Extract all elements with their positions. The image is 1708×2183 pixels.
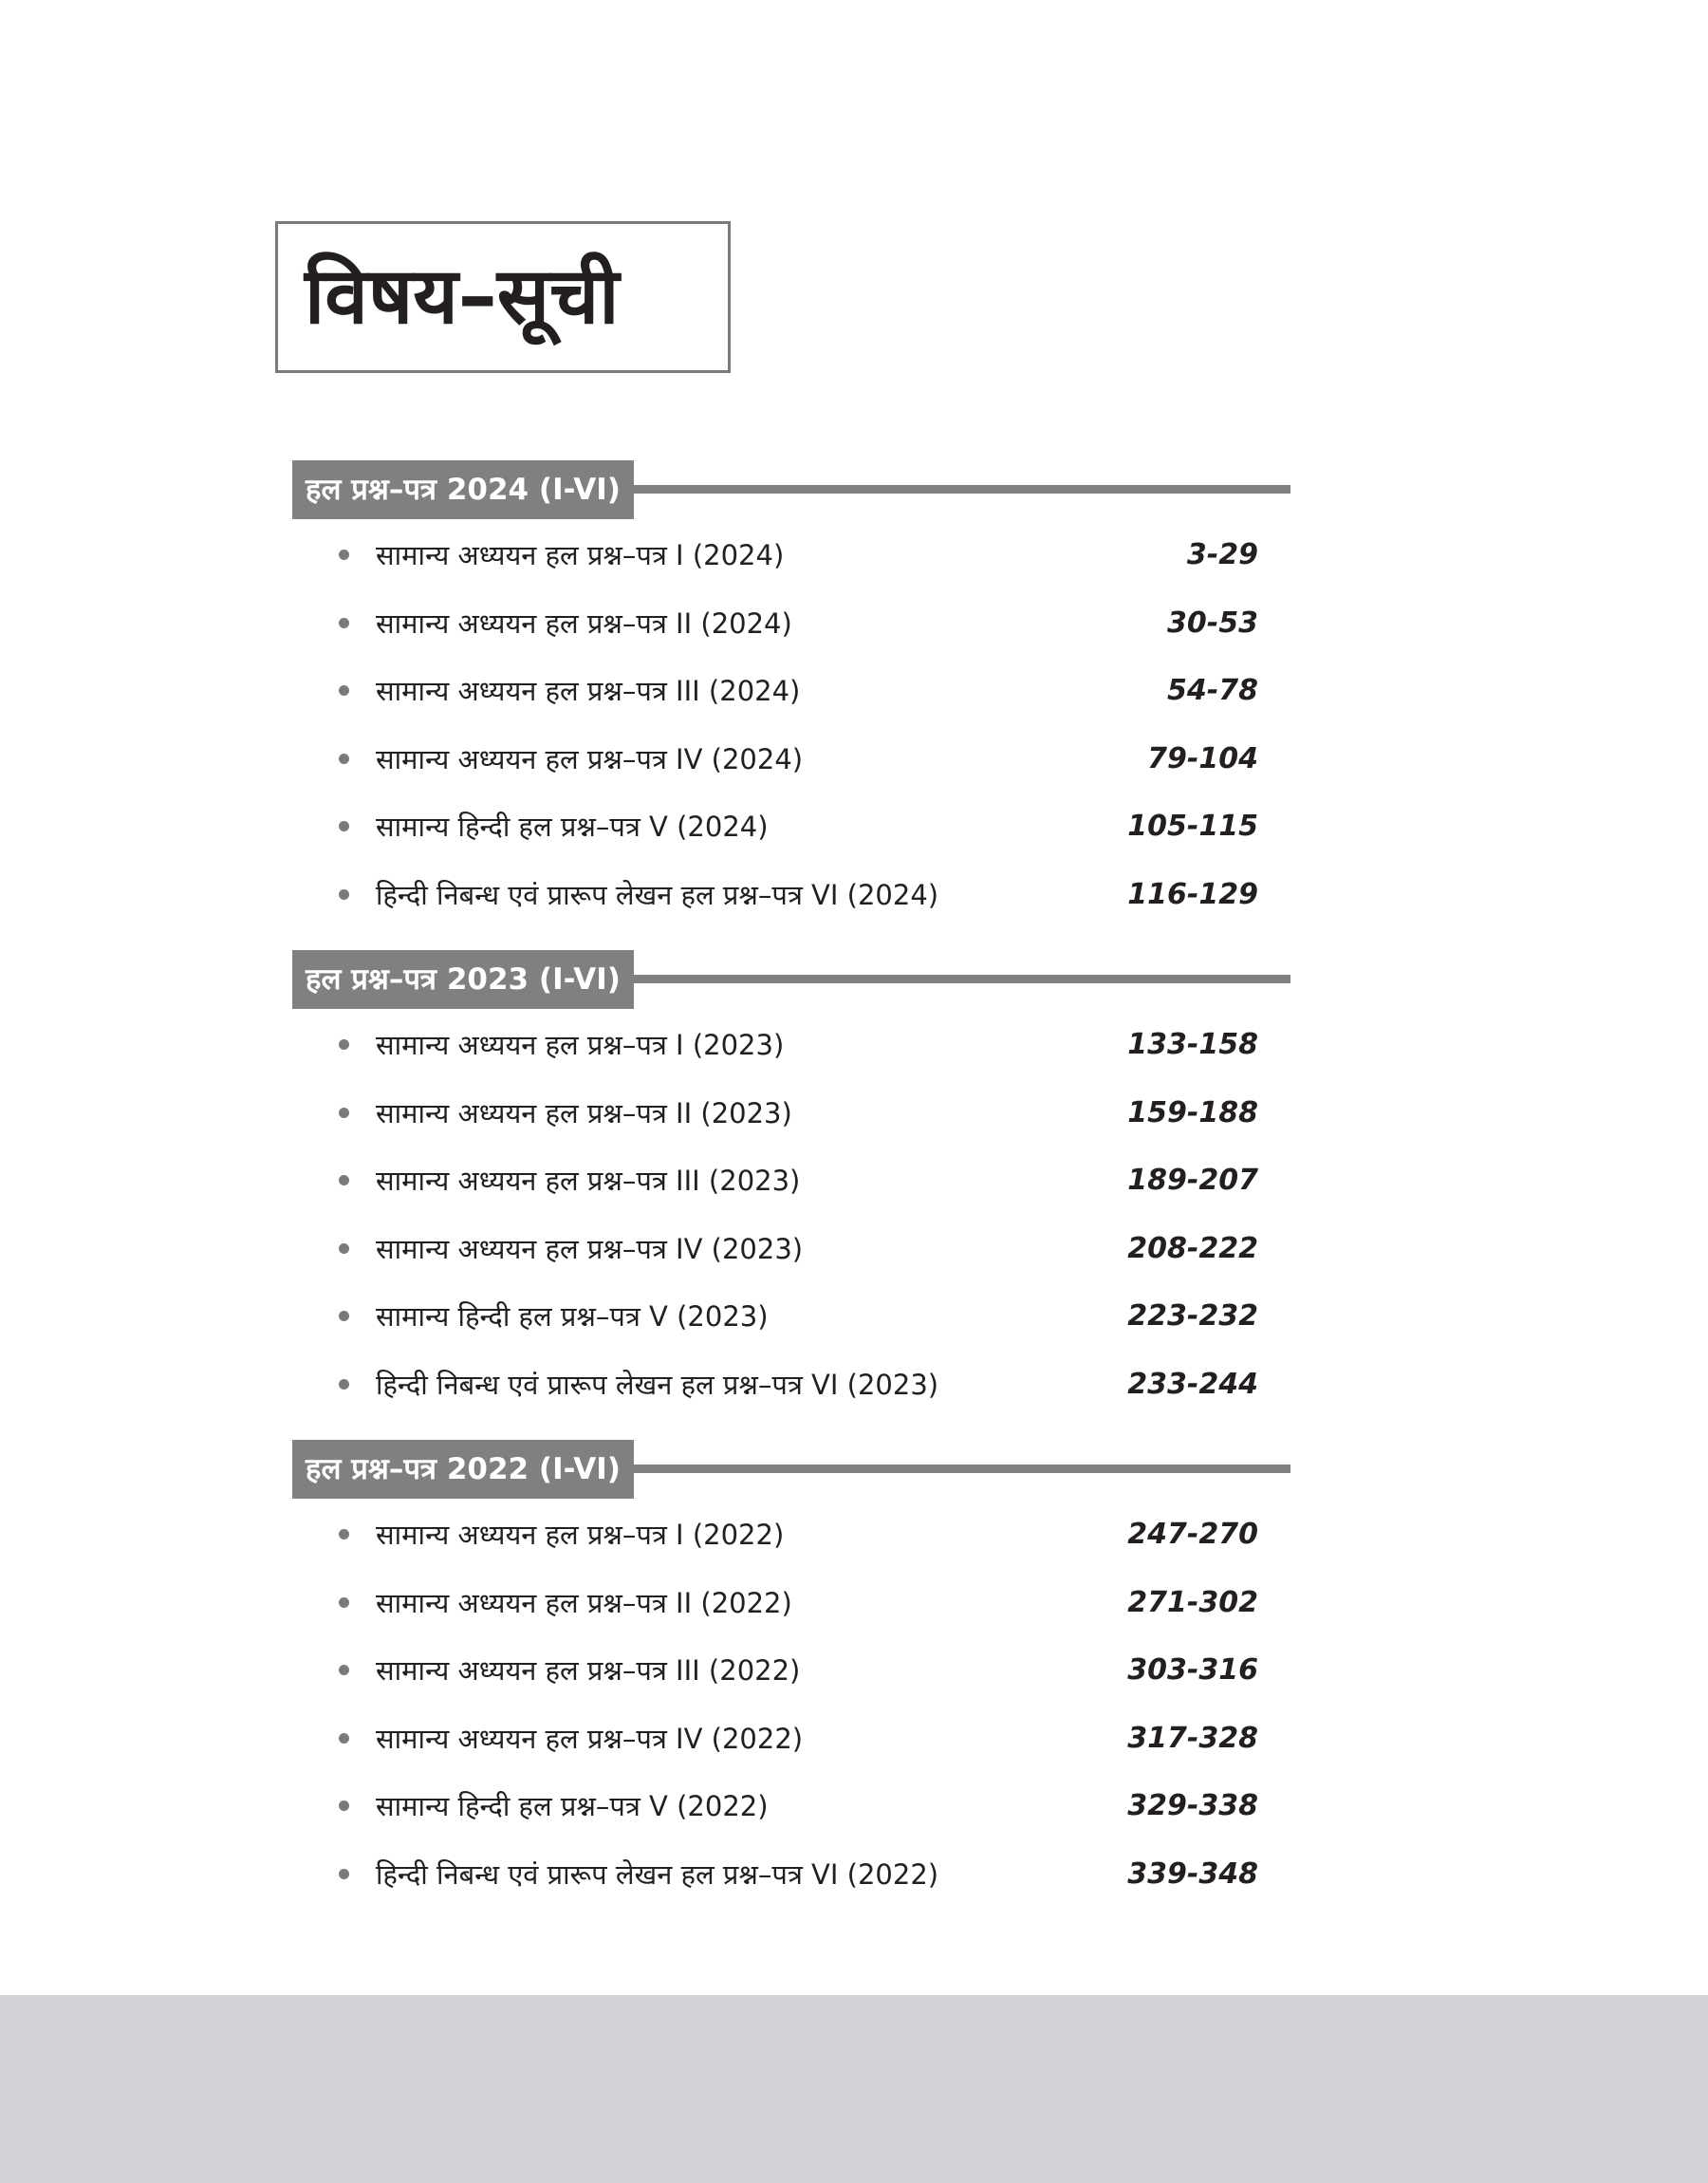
section-heading: हल प्रश्न–पत्र 2024 (I-VI): [292, 460, 634, 519]
toc-entry[interactable]: [292, 793, 1290, 861]
bullet-icon: [339, 1175, 349, 1185]
entry-title: सामान्य अध्ययन हल प्रश्न–पत्र IV (2022): [376, 1722, 804, 1755]
bullet-icon: [339, 1311, 349, 1321]
section-header: [292, 950, 1290, 1011]
entry-pages: 329-338: [1127, 1789, 1258, 1823]
entry-title: सामान्य अध्ययन हल प्रश्न–पत्र II (2022): [376, 1586, 792, 1619]
toc-entry[interactable]: [292, 1705, 1290, 1773]
toc-entry[interactable]: [292, 725, 1290, 793]
toc-entry[interactable]: [292, 1351, 1290, 1419]
bullet-icon: [339, 1733, 349, 1744]
entry-title: सामान्य अध्ययन हल प्रश्न–पत्र II (2024): [376, 606, 792, 640]
entry-title: सामान्य अध्ययन हल प्रश्न–पत्र II (2023): [376, 1096, 792, 1129]
toc-list: [292, 1011, 1290, 1418]
bullet-icon: [339, 1108, 349, 1118]
entry-pages: 159-188: [1127, 1095, 1258, 1129]
toc-entry[interactable]: [292, 1079, 1290, 1147]
entry-pages: 339-348: [1127, 1856, 1258, 1891]
entry-title: सामान्य हिन्दी हल प्रश्न–पत्र V (2024): [376, 811, 769, 844]
entry-title: सामान्य अध्ययन हल प्रश्न–पत्र I (2024): [376, 539, 785, 572]
toc-entry[interactable]: [292, 1282, 1290, 1351]
toc-section-2022: [292, 1440, 1290, 1908]
entry-title: हिन्दी निबन्ध एवं प्रारूप लेखन हल प्रश्न–पत्र VI (2024): [376, 878, 939, 911]
bullet-icon: [339, 889, 349, 900]
entry-title: सामान्य अध्ययन हल प्रश्न–पत्र IV (2023): [376, 1232, 804, 1265]
bullet-icon: [339, 550, 349, 560]
bullet-icon: [339, 1243, 349, 1254]
entry-pages: 54-78: [1167, 674, 1258, 708]
entry-title: सामान्य हिन्दी हल प्रश्न–पत्र V (2022): [376, 1790, 769, 1823]
bullet-icon: [339, 1379, 349, 1390]
entry-pages: 317-328: [1127, 1721, 1258, 1755]
toc-section-2024: [292, 460, 1290, 928]
bullet-icon: [339, 821, 349, 831]
toc-entry[interactable]: [292, 1011, 1290, 1079]
entry-pages: 105-115: [1127, 810, 1258, 844]
bullet-icon: [339, 1801, 349, 1811]
bullet-icon: [339, 685, 349, 696]
bullet-icon: [339, 1597, 349, 1608]
entry-pages: 79-104: [1147, 741, 1258, 775]
toc-entry[interactable]: [292, 521, 1290, 589]
toc-entry[interactable]: [292, 1569, 1290, 1637]
entry-pages: 3-29: [1186, 538, 1258, 572]
toc-entry[interactable]: [292, 1636, 1290, 1705]
entry-pages: 133-158: [1127, 1028, 1258, 1062]
toc-entry[interactable]: [292, 589, 1290, 658]
entry-title: सामान्य अध्ययन हल प्रश्न–पत्र I (2022): [376, 1519, 785, 1552]
toc-entry[interactable]: [292, 861, 1290, 929]
toc-entry[interactable]: [292, 1772, 1290, 1840]
title-box: [275, 221, 731, 373]
toc-entry[interactable]: [292, 1147, 1290, 1215]
bullet-icon: [339, 1869, 349, 1879]
page-title: विषय–सूची: [305, 252, 620, 342]
entry-title: सामान्य अध्ययन हल प्रश्न–पत्र III (2022): [376, 1654, 801, 1688]
section-heading: हल प्रश्न–पत्र 2022 (I-VI): [292, 1440, 634, 1499]
bullet-icon: [339, 1665, 349, 1675]
entry-pages: 223-232: [1127, 1299, 1258, 1334]
entry-title: हिन्दी निबन्ध एवं प्रारूप लेखन हल प्रश्न–पत्र VI (2022): [376, 1857, 939, 1891]
toc-entry[interactable]: [292, 1501, 1290, 1569]
footer-band: [0, 1995, 1708, 2183]
toc-entry[interactable]: [292, 657, 1290, 725]
section-heading: हल प्रश्न–पत्र 2023 (I-VI): [292, 950, 634, 1009]
toc-list: [292, 1501, 1290, 1908]
entry-pages: 247-270: [1127, 1518, 1258, 1552]
entry-title: सामान्य हिन्दी हल प्रश्न–पत्र V (2023): [376, 1300, 769, 1334]
entry-title: सामान्य अध्ययन हल प्रश्न–पत्र III (2024): [376, 675, 801, 708]
entry-title: हिन्दी निबन्ध एवं प्रारूप लेखन हल प्रश्न–पत्र VI (2023): [376, 1368, 939, 1401]
toc-entry[interactable]: [292, 1215, 1290, 1283]
entry-pages: 189-207: [1127, 1164, 1258, 1198]
bullet-icon: [339, 618, 349, 628]
entry-pages: 30-53: [1167, 606, 1258, 640]
entry-pages: 271-302: [1127, 1585, 1258, 1619]
toc-section-2023: [292, 950, 1290, 1418]
entry-pages: 303-316: [1127, 1653, 1258, 1688]
entry-pages: 116-129: [1127, 877, 1258, 911]
toc-entry[interactable]: [292, 1840, 1290, 1909]
toc-list: [292, 521, 1290, 928]
bullet-icon: [339, 754, 349, 764]
bullet-icon: [339, 1039, 349, 1050]
entry-title: सामान्य अध्ययन हल प्रश्न–पत्र I (2023): [376, 1029, 785, 1062]
entry-title: सामान्य अध्ययन हल प्रश्न–पत्र IV (2024): [376, 742, 804, 775]
entry-title: सामान्य अध्ययन हल प्रश्न–पत्र III (2023): [376, 1165, 801, 1198]
section-header: [292, 1440, 1290, 1501]
entry-pages: 208-222: [1127, 1231, 1258, 1265]
section-header: [292, 460, 1290, 521]
bullet-icon: [339, 1529, 349, 1539]
entry-pages: 233-244: [1127, 1367, 1258, 1401]
